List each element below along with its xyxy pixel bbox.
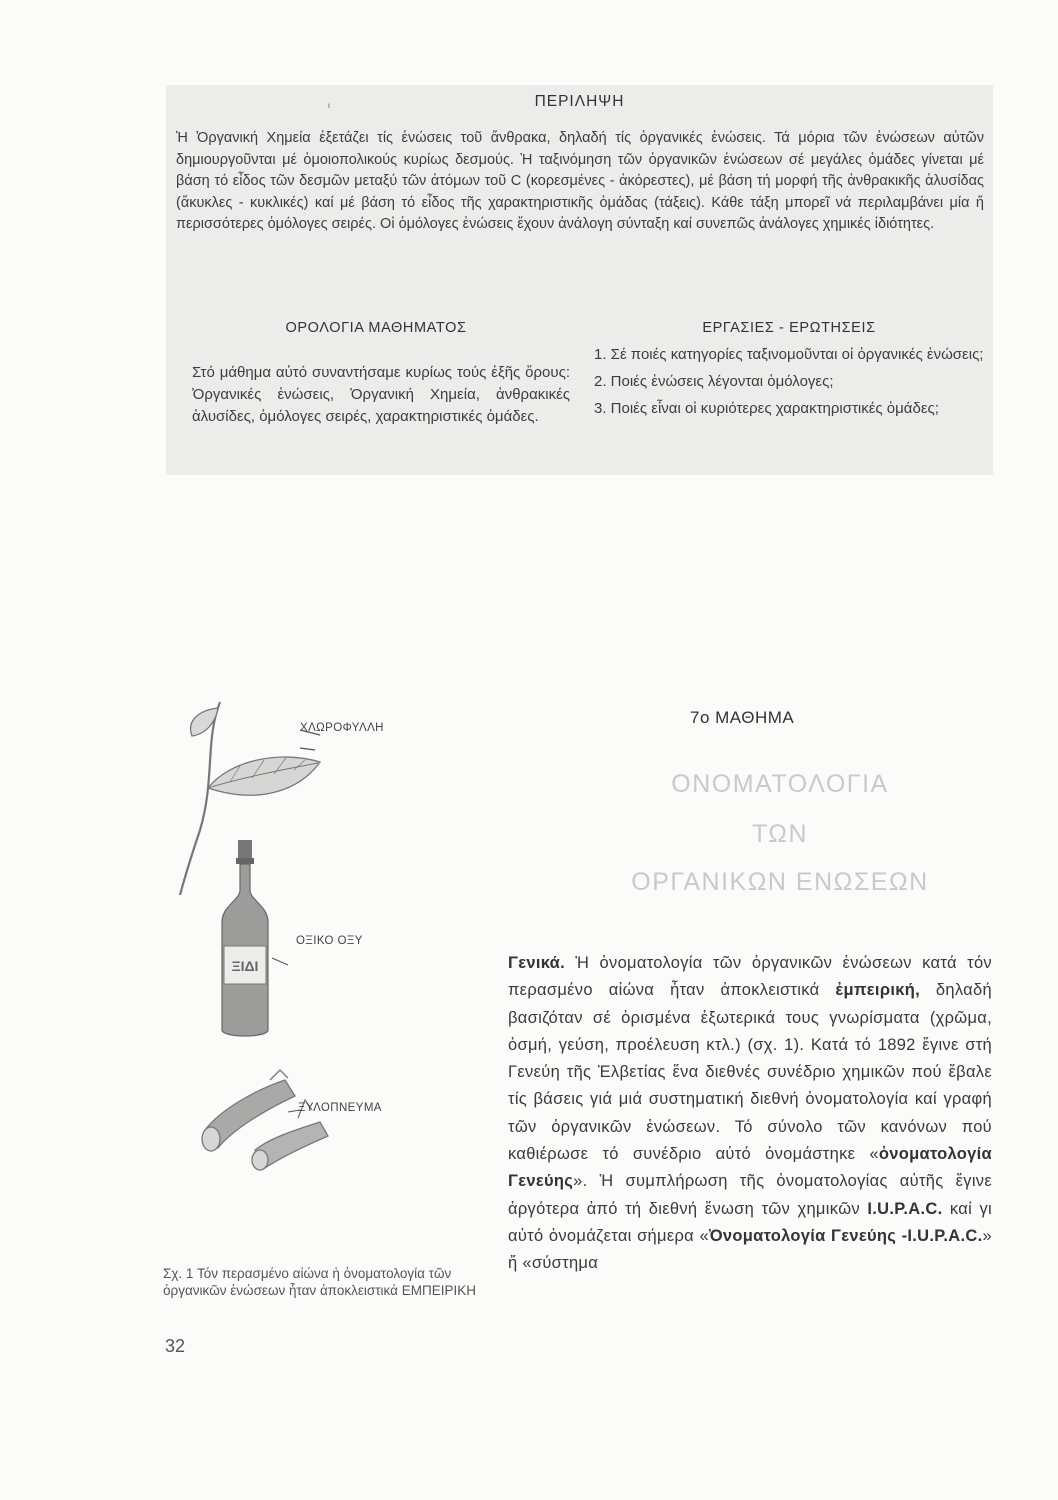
- vinegar-bottle-illustration: [222, 840, 288, 1036]
- tasks-list: [594, 344, 986, 425]
- body-text-part-4: καί γι αὐτό ὀνομάζεται σήμερα «: [508, 1199, 992, 1245]
- wood-logs-illustration: [202, 1070, 328, 1170]
- bottle-label-text: ΞΙΔΙ: [231, 958, 259, 974]
- body-text-part-1: Ἡ ὀνοματολογία τῶν ὀργανικῶν ἑνώσεων κατά τόν περασμένο αἰώνα ἦταν ἀποκλειστικά: [508, 954, 992, 1000]
- body-heading: Γενικά.: [508, 954, 565, 972]
- body-bold-geneva-iupac: Ὀνοματολογία Γενεύης -I.U.P.A.C.: [708, 1226, 983, 1245]
- summary-text: Ἡ Ὀργανική Χημεία ἐξετάζει τίς ἑνώσεις τοῦ ἄνθρακα, δηλαδή τίς ὀργανικές ἑνώσεις. Τά μόρια τῶν ἑνώσεων αὐτῶν δημιουργοῦνται μέ ὁμοιοπολικούς κυρίως δεσμούς. Ἡ ταξινόμηση τῶν ὀργανικῶν ἑνώσεων σέ μεγάλες ὁμάδες γίνεται μέ βάση τό εἶδος τῶν δεσμῶν μεταξύ τῶν ἀτόμων τοῦ C (κορεσμένες - ἀκόρεστες), μέ βάση τή μορφή τῆς ἀνθρακικῆς ἁλυσίδας (ἄκυκλες - κυκλικές) καί μέ βάση τό εἶδος τῆς χαρακτηριστικῆς ὁμάδας (τάξεις). Κάθε τάξη μπορεῖ νά περιλαμβάνει μία ἤ περισσότερες ὁμόλογες σειρές. Οἱ ὁμόλογες ἑνώσεις ἔχουν ἀνάλογη σύνταξη καί συνεπῶς ἀνάλογες χημικές ἰδιότητες.: [176, 130, 984, 232]
- body-bold-empirical: ἐμπειρική,: [835, 981, 920, 1000]
- stray-mark: ᶦ: [328, 100, 330, 114]
- acetic-acid-label: ΟΞΙΚΟ ΟΞΥ: [296, 935, 363, 947]
- task-item-3: 3. Ποιές εἶναι οἱ κυριότερες χαρακτηριστικές ὁμάδες;: [594, 400, 939, 417]
- terminology-text: Στό μάθημα αὐτό συναντήσαμε κυρίως τούς ἑξῆς ὅρους: Ὀργανικές ἑνώσεις, Ὀργανική Χημεία, ἀνθρακικές ἁλυσίδες, ὁμόλογες σειρές, χαρακτηριστικές ὁμάδες.: [192, 364, 570, 425]
- lesson-title-line-2: ΤΩΝ: [751, 820, 809, 848]
- task-item-1: 1. Σέ ποιές κατηγορίες ταξινομοῦνται οἱ ὀργανικές ἑνώσεις;: [594, 346, 984, 363]
- chlorophyll-label: ΧΛΩΡΟΦΥΛΛΗ: [300, 722, 384, 734]
- body-bold-iupac: I.U.P.A.C.: [867, 1199, 943, 1218]
- lesson-number: 7ο ΜΑΘΗΜΑ: [690, 708, 795, 727]
- body-bold-geneva: ὀνοματολογία Γενεύης: [508, 1145, 992, 1191]
- tasks-title: ΕΡΓΑΣΙΕΣ - ΕΡΩΤΗΣΕΙΣ: [702, 320, 876, 336]
- page-number: 32: [165, 1336, 186, 1356]
- body-text-part-5: » ἤ «σύστημα: [508, 1226, 992, 1273]
- body-text-part-3: ». Ἡ συμπλήρωση τῆς ὀνοματολογίας αὐτῆς ἔγινε ἀργότερα ἀπό τή διεθνή ἕνωση τῶν χημικῶν: [508, 1172, 992, 1218]
- task-item-2: 2. Ποιές ἑνώσεις λέγονται ὁμόλογες;: [594, 373, 834, 390]
- summary-title: ΠΕΡΙΛΗΨΗ: [534, 93, 625, 110]
- body-paragraph: [508, 950, 992, 1278]
- lesson-title-line-3: ΟΡΓΑΝΙΚΩΝ ΕΝΩΣΕΩΝ: [631, 868, 929, 896]
- wood-spirit-label: ΞΥΛΟΠΝΕΥΜΑ: [298, 1102, 382, 1114]
- figure-caption: Σχ. 1 Τόν περασμένο αἰώνα ἡ ὀνοματολογία τῶν ὀργανικῶν ἑνώσεων ἦταν ἀποκλειστικά ΕΜΠΕΙΡΙΚΗ: [163, 1266, 476, 1298]
- lesson-title-line-1: ΟΝΟΜΑΤΟΛΟΓΙΑ: [671, 770, 889, 798]
- body-text-part-2: δηλαδή βασιζόταν σέ ὁρισμένα ἐξωτερικά τους γνωρίσματα (χρῶμα, ὀσμή, γεύση, προέλευση κτλ.) (σχ. 1). Κατά τό 1892 ἔγινε στή Γενεύη τῆς Ἑλβετίας ἕνα διεθνές συνέδριο χημικῶν πού ἔβαλε τίς βάσεις γιά μιά συστηματική διεθνή ὀνοματολογία καί γραφή τῶν ὀργανικῶν ἑνώσεων. Τό σύνολο τῶν κανόνων πού καθιέρωσε τό συνέδριο αὐτό ὀνομάστηκε «: [508, 981, 992, 1164]
- terminology-title: ΟΡΟΛΟΓΙΑ ΜΑΘΗΜΑΤΟΣ: [285, 320, 467, 336]
